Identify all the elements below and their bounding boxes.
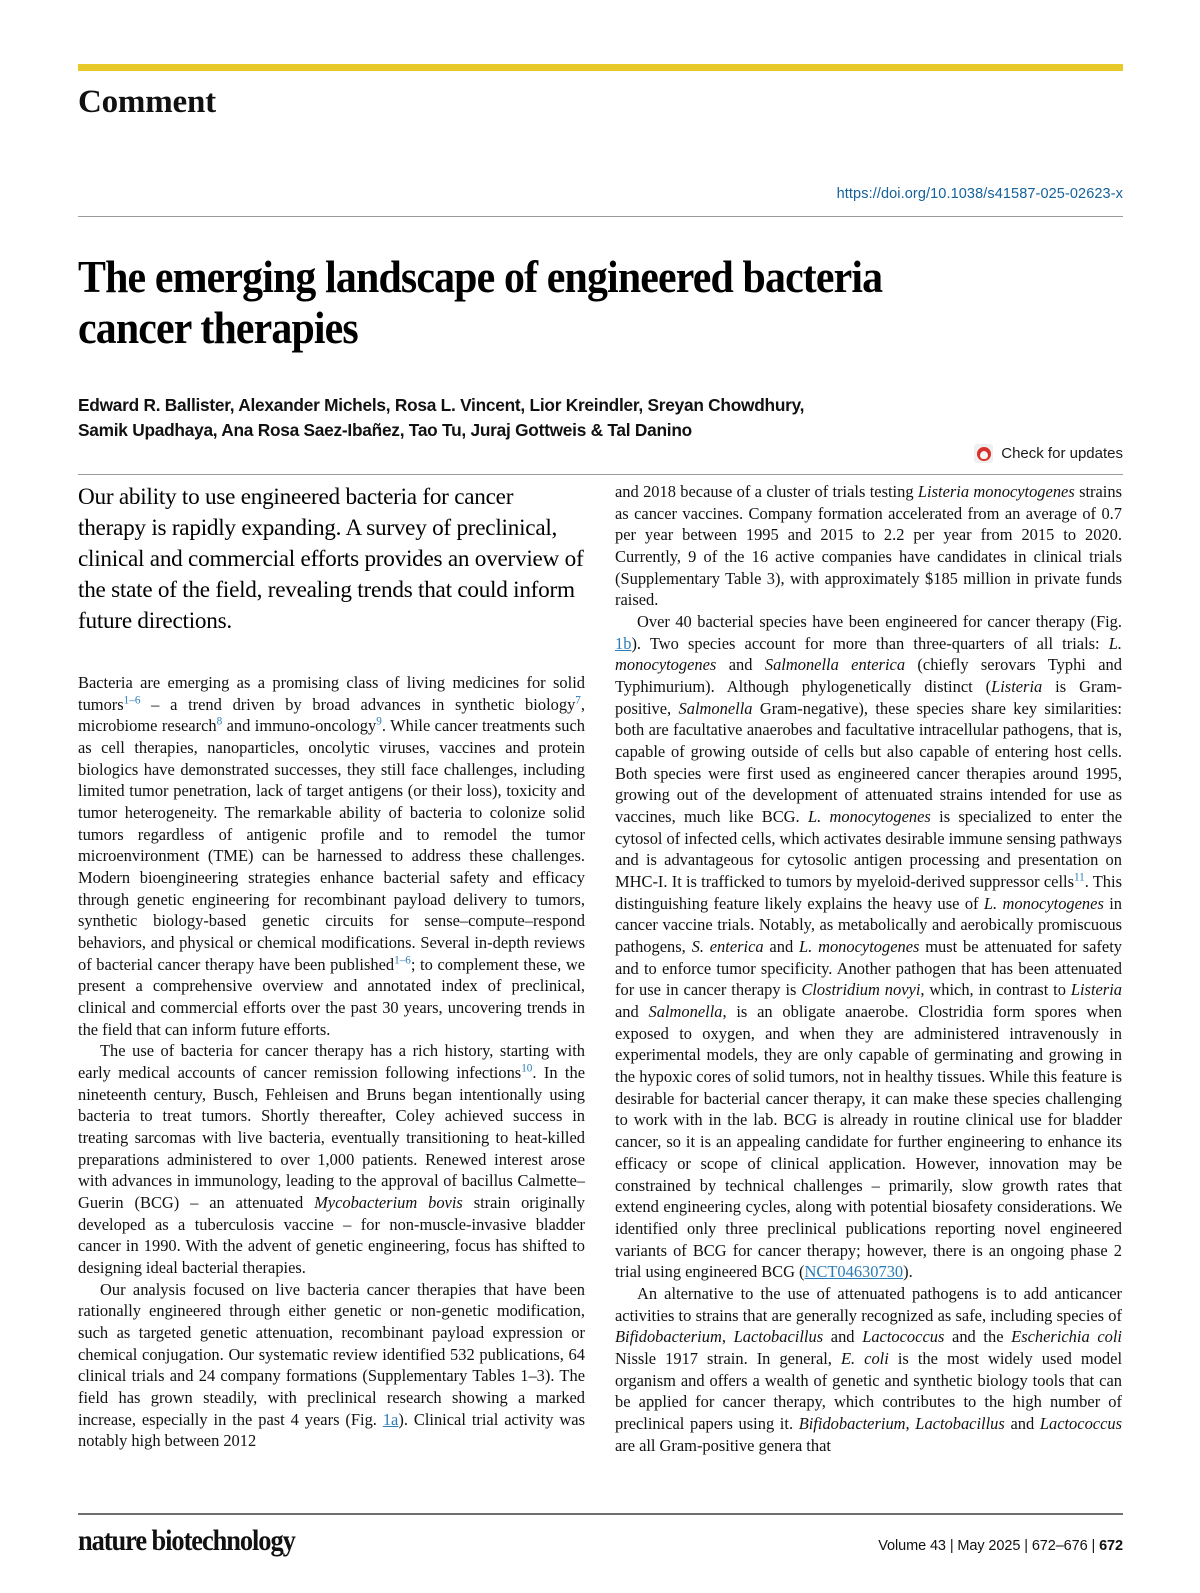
species-name: Listeria (1070, 980, 1122, 1000)
text-run: . In the nineteenth century, Busch, Fehleisen and Bruns began intentionally using bacteria to treat tumors. Shortly thereafter, Coley achieved success in treating sarcomas with live bacteria, eventually transitioning to heat-killed preparations administered to over 1,000 patients. Renewed interest arose with advances in immunology, leading to the approval of bacillus Calmette–Guerin (BCG) – an attenuated (78, 1062, 585, 1212)
text-run: , (721, 1327, 734, 1347)
text-run: and (823, 1327, 863, 1347)
text-run: are all Gram-positive genera that (615, 1435, 831, 1455)
species-name: L. monocytogenes (799, 937, 920, 957)
article-body (78, 474, 1123, 1456)
text-run: . This distinguishing feature likely explains the heavy use of (615, 872, 1122, 913)
paragraph-r1 (615, 481, 1122, 611)
text-run: , is an obligate anaerobe. Clostridia form spores when exposed to oxygen, and when they are administered intravenously in experimental models, they are only capable of germinating and growing in the hypoxic cores of solid tumors, not in healthy tissues. While this feature is desirable for bacterial cancer therapy, it can make these species challenging to work with in the lab. BCG is already in routine clinical use for bladder cancer, so it is an appealing candidate for further engineering to enhance its efficacy or scope of clinical application. However, innovation may be constrained by technical challenges – primarily, slow growth rates that extend engineering cycles, along with potential biosafety considerations. We identified only three preclinical publications reporting novel engineered variants of BCG for cancer therapy; however, there is an ongoing phase 2 trial using engineered BCG ( (615, 1002, 1122, 1282)
text-run: and the (944, 1327, 1012, 1347)
paragraph-r2 (615, 611, 1122, 1283)
title-divider (78, 216, 1123, 217)
footer-divider (78, 1513, 1123, 1515)
author-list: Edward R. Ballister, Alexander Michels, Rosa L. Vincent, Lior Kreindler, Sreyan Chowdhury, Samik Upadhaya, Ana Rosa Saez-Ibañez, Tao Tu, Juraj Gottweis & Tal Danino (78, 395, 805, 440)
species-name: S. enterica (691, 937, 764, 957)
species-name: Lactococcus (862, 1327, 945, 1347)
paragraph-p1 (78, 672, 585, 1040)
text-run: ). Clinical trial activity was notably high between 2012 (78, 1409, 585, 1451)
text-run: in cancer vaccine trials. Notably, as metabolically and aerobically promiscuous pathogens, (615, 893, 1122, 957)
reference-marker[interactable]: 1–6 (123, 694, 141, 707)
text-run: ; to complement these, we present a comprehensive overview and annotated index of preclinical, clinical and commercial efforts over the past 30 years, uncovering trends in the field that can inform future efforts. (78, 954, 585, 1039)
species-name: Lactococcus (1039, 1413, 1122, 1433)
right-column-paragraphs (615, 481, 1122, 1456)
text-run: , (905, 1413, 916, 1433)
text-run: ). (903, 1262, 913, 1282)
reference-marker[interactable]: 8 (216, 715, 223, 728)
left-column-paragraphs (78, 672, 585, 1452)
species-name: Lactobacillus (915, 1413, 1005, 1433)
text-run: and (763, 937, 799, 957)
text-run: and (716, 655, 765, 675)
footer-volume-text: Volume 43 | May 2025 | 672–676 | (878, 1538, 1100, 1554)
species-name: L. monocytogenes (983, 893, 1104, 913)
doi-row (78, 185, 1123, 203)
text-run: The use of bacteria for cancer therapy has a rich history, starting with early medical accounts of cancer remission following infections (78, 1041, 585, 1082)
check-for-updates-badge[interactable] (974, 444, 1123, 463)
text-run: An alternative to the use of attenuated pathogens is to add anticancer activities to strains that are generally recognized as safe, including species of (615, 1283, 1122, 1325)
column-right (615, 474, 1122, 1456)
reference-marker[interactable]: 11 (1073, 871, 1085, 884)
species-name: Bifidobacterium (615, 1327, 722, 1347)
text-run: , microbiome research (78, 694, 585, 736)
text-run: is specialized to enter the cytosol of infected cells, which activates desirable immune sensing pathways and is advantageous for cytosolic antigen processing and presentation on MHC-I. It is trafficked to tumors by myeloid-derived suppressor cells (615, 807, 1122, 892)
footer-citation (878, 1538, 1123, 1554)
text-run: strains as cancer vaccines. Company formation accelerated from an average of 0.7 per year between 1995 and 2015 to 2.2 per year from 2015 to 2020. Currently, 9 of the 16 active companies have candidates in clinical trials (Supplementary Table 3), with approximately $185 million in private funds raised. (615, 482, 1122, 610)
species-name: Mycobacterium bovis (314, 1192, 463, 1212)
text-run: strain originally developed as a tuberculosis vaccine – for non-muscle-invasive bladder cancer in 1990. With the advent of genetic engineering, focus has shifted to designing ideal bacterial therapies. (78, 1192, 586, 1277)
species-name: E. coli (840, 1348, 889, 1368)
species-name: Listeria monocytogenes (917, 482, 1075, 501)
species-name: Salmonella (678, 698, 753, 718)
species-name: Salmonella enterica (764, 655, 906, 675)
text-run: and 2018 because of a cluster of trials testing (615, 482, 918, 501)
page-footer (78, 1524, 1123, 1558)
doi-link[interactable]: https://doi.org/10.1038/s41587-025-02623-x (836, 186, 1123, 202)
text-run: Nissle 1917 strain. In general, (615, 1348, 841, 1368)
paragraph-p3 (78, 1279, 585, 1452)
reference-marker[interactable]: 10 (521, 1062, 533, 1075)
footer-page-number: 672 (1099, 1538, 1123, 1554)
accent-rule (78, 64, 1123, 71)
species-name: Bifidobacterium (798, 1413, 906, 1433)
text-run: . While cancer treatments such as cell therapies, nanoparticles, oncolytic viruses, vaccines and protein biologics have demonstrated successes, they still face challenges, including limited tumor penetration, lack of target antigens (or their loss), toxicity and tumor heterogeneity. The remarkable ability of bacteria to colonize solid tumors regardless of antigenic profile and to remodel the tumor microenvironment (TME) can be harnessed to address these challenges. Modern bioengineering strategies enhance bacterial safety and efficacy through genetic engineering for recombinant payload delivery to tumors, synthetic biology-based genetic circuits for sense–compute–respond behaviors, and physical or chemical modifications. Several in-depth reviews of bacterial cancer therapy have been published (78, 716, 586, 974)
text-run: Bacteria are emerging as a promising class of living medicines for solid tumors (78, 672, 585, 714)
species-name: L. monocytogenes (807, 807, 931, 827)
reference-marker[interactable]: 9 (376, 715, 382, 728)
text-run: Gram-negative), these species share key similarities: both are facultative anaerobes and facultative intracellular pathogens, that is, capable of growing outside of cells but also capable of entering host cells. Both species were first used as engineered cancer therapies around 1995, growing out of the development of attenuated strains intended for use as vaccines, much like BCG. (615, 698, 1123, 827)
column-left (78, 474, 585, 1456)
standfirst: Our ability to use engineered bacteria for cancer therapy is rapidly expanding. A survey of preclinical, clinical and commercial efforts provides an overview of the state of the field, revealing trends that could inform future directions. (78, 484, 584, 634)
species-name: L. monocytogenes (615, 633, 1122, 675)
text-run: and immuno-oncology (222, 716, 377, 736)
species-name: Escherichia coli (1011, 1327, 1122, 1347)
text-run: Over 40 bacterial species have been engineered for cancer therapy (Fig. (637, 612, 1122, 632)
species-name: Lactobacillus (733, 1327, 824, 1347)
inline-link[interactable]: 1a (382, 1409, 399, 1429)
inline-link[interactable]: NCT04630730 (804, 1262, 904, 1282)
text-run: Our analysis focused on live bacteria cancer therapies that have been rationally engineered through either genetic or non-genetic modification, such as targeted genetic attenuation, recombinant payload expression or chemical conjugation. Our systematic review identified 532 publications, 64 clinical trials and 24 company formations (Supplementary Tables 1–3). The field has grown steadily, with preclinical research showing a marked increase, especially in the past 4 years (Fig. (78, 1279, 585, 1429)
reference-marker[interactable]: 7 (575, 694, 581, 707)
text-run: must be attenuated for safety and to enforce tumor specificity. Another pathogen that has been attenuated for use in cancer therapy is (615, 937, 1122, 1000)
text-run: (chiefly serovars Typhi and Typhimurium). Although phylogenetically distinct ( (615, 655, 1122, 697)
text-run: – a trend driven by broad advances in synthetic biology (140, 694, 576, 714)
paragraph-r3 (615, 1283, 1122, 1456)
text-run: ). Two species account for more than three-quarters of all trials: (631, 633, 1109, 653)
reference-marker[interactable]: 1–6 (394, 954, 411, 967)
text-run: is the most widely used model organism and offers a wealth of genetic and synthetic biology tools that can be applied for cancer therapy, which contributes to the high number of preclinical papers using it. (615, 1348, 1123, 1433)
text-run: , which, in contrast to (920, 980, 1071, 1000)
species-name: Salmonella (648, 1002, 723, 1022)
page-title: The emerging landscape of engineered bacteria cancer therapies (78, 252, 883, 353)
section-label: Comment (78, 84, 216, 120)
inline-link[interactable]: 1b (615, 633, 632, 653)
crossmark-icon (974, 444, 993, 463)
journal-logo: nature biotechnology (78, 1524, 295, 1557)
text-run: and (1004, 1413, 1040, 1433)
species-name: Clostridium novyi (801, 980, 921, 1000)
masthead (78, 64, 1123, 120)
text-run: and (615, 1002, 649, 1022)
check-for-updates-label: Check for updates (1001, 445, 1123, 462)
species-name: Listeria (991, 677, 1043, 697)
paragraph-p2 (78, 1040, 585, 1278)
text-run: is Gram-positive, (615, 677, 1122, 718)
